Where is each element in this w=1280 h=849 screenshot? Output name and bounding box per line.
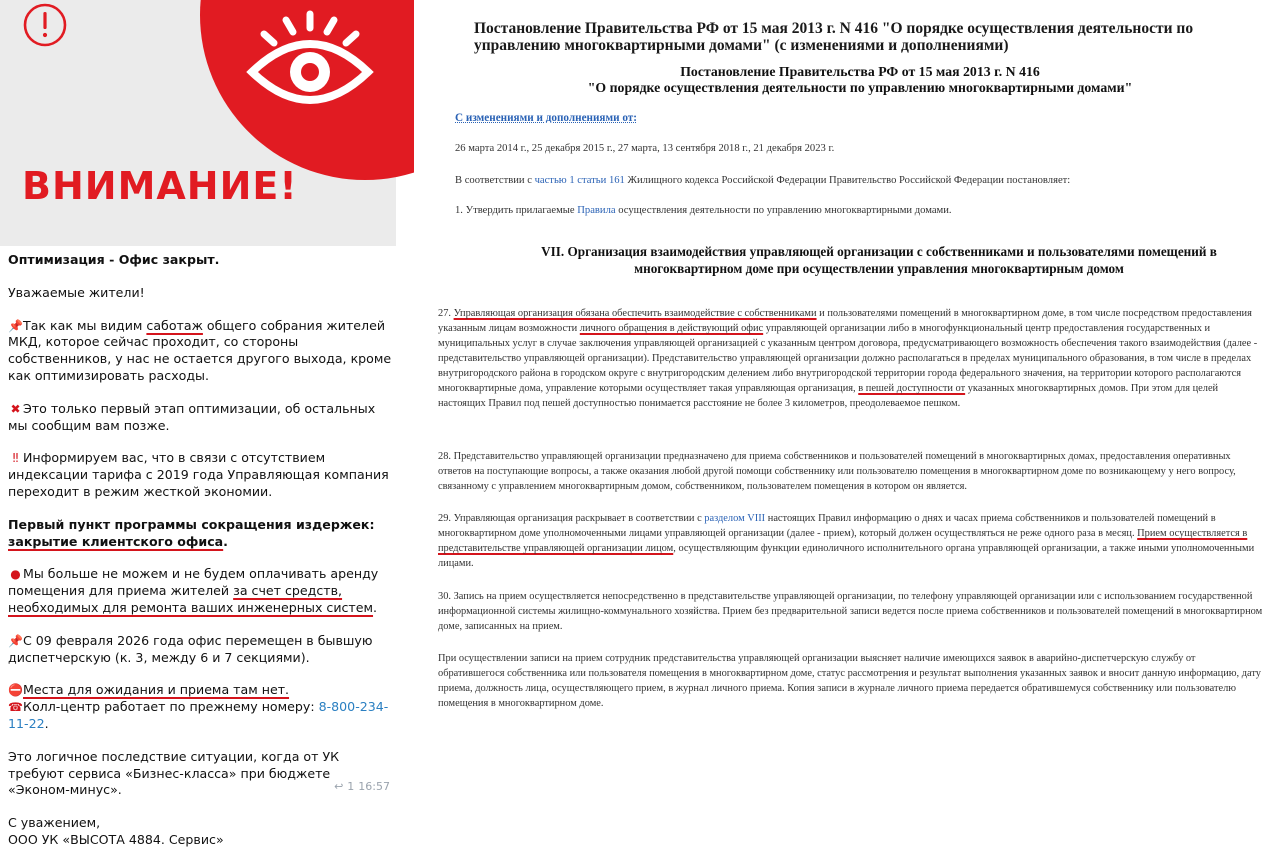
message-paragraph: Это логичное последствие ситуации, когда от УК требуют сервиса «Бизнес-класса» при бюджете «Эконом-минус». — [8, 748, 340, 798]
document-title: Постановление Правительства РФ от 15 мая 2013 г. N 416 "О порядке осуществления деятельности по управлению многоквартирными домами" (с изменениями и дополнениями) — [474, 20, 1194, 54]
text: Первый пункт программы сокращения издержек: — [8, 516, 375, 532]
no-entry-icon: ⛔ — [8, 683, 23, 698]
underlined-text: закрытие клиентского офиса — [8, 533, 224, 549]
text: указанных многоквартирных домов. При этом для целей настоящих Правил под пешей доступностью понимается расстояние не более 3 километров, преодолеваемое пешком. — [438, 383, 1219, 409]
text: С уважением, — [8, 815, 101, 831]
subtitle-line: "О порядке осуществления деятельности по управлению многоквартирными домами" — [587, 80, 1133, 95]
underlined-text: личного обращения в действующий офис — [579, 323, 764, 334]
underlined-text: Прием осуществляется в представительстве управляющей организации лицом — [438, 528, 1248, 554]
underlined-text: саботаж — [146, 317, 203, 333]
underlined-text: за счет средств, необходимых для ремонта ваших инженерных систем — [8, 583, 374, 615]
document-subtitle — [454, 64, 1266, 96]
item-1 — [455, 205, 952, 216]
message-paragraph — [8, 633, 392, 667]
text: и пользователями помещений в многоквартирном доме, в том числе посредством предоставления указанным лицам возможности — [438, 308, 1252, 334]
text: Жилищного кодекса Российской Федерации Правительство Российской Федерации постановляет: — [624, 175, 1071, 186]
text: Мы больше не можем и не будем оплачивать аренду помещения для приема жителей — [8, 566, 379, 599]
pushpin-icon: 📌 — [8, 633, 23, 648]
message-paragraph — [8, 450, 392, 500]
chat-message — [0, 0, 396, 847]
text: Так как мы видим — [23, 317, 147, 333]
message-paragraph — [8, 517, 392, 551]
text: . — [44, 715, 49, 731]
text: В соответствии с — [455, 175, 535, 186]
red-circle-icon: ● — [10, 567, 21, 582]
text: 29. Управляющая организация раскрывает в соответствии с — [438, 513, 705, 524]
text: . — [223, 533, 228, 549]
intro-text — [455, 175, 1070, 186]
message-paragraph — [8, 699, 392, 733]
paragraph-31: При осуществлении записи на прием сотрудник представительства управляющей организации выясняет наличие имеющихся заявок в аварийно-диспетчерскую службу от обратившегося собственника или пользователя помещения в многоквартирном доме, статус рассмотрения и результат выполнения указанных заявок и вносит данную информацию, дату приема, должность лица, осуществляющего прием, в журнал личного приема. Копия записи в журнале личного приема передается обратившемуся собственнику или пользователю помещения в многоквартирном доме. — [438, 653, 1261, 709]
text: управляющей организации либо в многофункциональный центр предоставления государственных и муниципальных услуг в случае заключения управляющей организацией с указанным центром договора, предусматривающего возможность обеспечения такого взаимодействия (далее - представительство управляющей организации). Представительство управляющей организации должно располагаться в пределах муниципального образования, в том числе в пределах внутригородского района в городском округе с внутригородским делением либо внутригородской территории города федерального значения, на территории которого располагаются многоквартирные дома, управление которыми осуществляет такая управляющая организация, — [438, 323, 1258, 394]
text: С 09 февраля 2026 года офис перемещен в бывшую диспетчерскую (к. 3, между 6 и 7 секциями). — [8, 632, 373, 665]
text: Колл-центр работает по прежнему номеру: — [23, 699, 319, 715]
section-viii-link[interactable]: разделом VIII — [704, 513, 766, 524]
cross-mark-icon: ✖ — [10, 401, 21, 416]
message-paragraph — [8, 566, 392, 616]
attention-banner[interactable] — [0, 0, 396, 246]
banner-headline: ВНИМАНИЕ! — [22, 164, 298, 208]
phone-link[interactable]: 8-800-234-11-22 — [8, 699, 389, 731]
text: Информируем вас, что в связи с отсутствием индексации тарифа с 2019 года Управляющая компания переходит в режим жесткой экономии. — [8, 450, 389, 499]
rules-link[interactable]: Правила — [577, 205, 616, 216]
text: осуществления деятельности по управлению многоквартирными домами. — [615, 205, 952, 216]
underlined-text: в пешей доступности от — [858, 383, 966, 394]
legal-document — [414, 0, 1280, 793]
reply-count: 1 — [347, 780, 355, 793]
paragraph-30: 30. Запись на прием осуществляется непосредственно в представительстве управляющей организации, по телефону управляющей организации или с использованием государственной информационной системы жилищно-коммунального хозяйства. Прием без предварительной записи ведется после приема собственников и пользователей помещений в многоквартирном доме, записанных на прием. — [438, 591, 1263, 632]
text: 1. Утвердить прилагаемые — [455, 205, 578, 216]
warning-icon — [22, 2, 68, 48]
message-paragraph — [8, 682, 392, 699]
message-body — [8, 252, 392, 849]
telephone-icon: ☎ — [8, 700, 23, 715]
text: Это только первый этап оптимизации, об остальных мы сообщим вам позже. — [8, 400, 376, 433]
statute-link[interactable]: частью 1 статьи 161 — [534, 175, 625, 186]
double-exclamation-icon: ‼ — [12, 451, 19, 466]
chapter-heading: VII. Организация взаимодействия управляющей организации с собственниками и пользователями помещений в многоквартирном доме при осуществлении управления многоквартирным домом — [541, 244, 1217, 276]
eye-icon — [244, 8, 376, 106]
text: . — [373, 599, 378, 615]
reply-icon[interactable]: ↩ — [334, 780, 344, 793]
changes-link[interactable]: С изменениями и дополнениями от: — [455, 112, 638, 124]
message-paragraph — [8, 401, 392, 435]
paragraph-27 — [438, 306, 1264, 411]
message-greeting: Уважаемые жители! — [8, 284, 145, 300]
message-signature — [8, 815, 392, 849]
text: общего собрания жителей МКД, которое сейчас проходит, со стороны собственников, у нас не остается другого выхода, кроме как оптимизировать расходы. — [8, 317, 392, 383]
message-paragraph — [8, 318, 392, 385]
subtitle-line: Постановление Правительства РФ от 15 мая 2013 г. N 416 — [680, 64, 1040, 79]
underlined-text: Места для ожидания и приема там нет. — [23, 682, 290, 698]
text: 27. — [438, 308, 454, 319]
paragraph-29 — [438, 511, 1264, 571]
pushpin-icon: 📌 — [8, 318, 23, 333]
message-time: 16:57 — [358, 780, 390, 793]
text: настоящих Правил информацию о днях и часах приема собственников и пользователей помещений в многоквартирном доме уполномоченными лицами управляющей организации (далее - прием), который должен осуществляться не реже одного раза в месяц. — [438, 513, 1216, 539]
text: , осуществляющим функции единоличного исполнительного органа управляющей организации, а также иными уполномоченными лицами. — [438, 543, 1255, 569]
text: ООО УК «ВЫСОТА 4884. Сервис» — [8, 831, 224, 847]
message-title: Оптимизация - Офис закрыт. — [8, 252, 220, 267]
underlined-text: Управляющая организация обязана обеспечить взаимодействие с собственниками — [453, 308, 817, 319]
paragraph-28: 28. Представительство управляющей организации предназначено для приема собственников и пользователей помещений в многоквартирных домах, предоставления оперативных ответов на поступающие вопросы, а также оказания любой другой помощи собственнику или пользователю помещения в многоквартирном доме по возникающему у него вопросу, связанному с управлением многоквартирным домом, собственником, пользователем помещения в котором он является. — [438, 451, 1236, 492]
message-meta — [330, 780, 390, 793]
change-dates: 26 марта 2014 г., 25 декабря 2015 г., 27 марта, 13 сентября 2018 г., 21 декабря 2023 г. — [455, 143, 835, 154]
